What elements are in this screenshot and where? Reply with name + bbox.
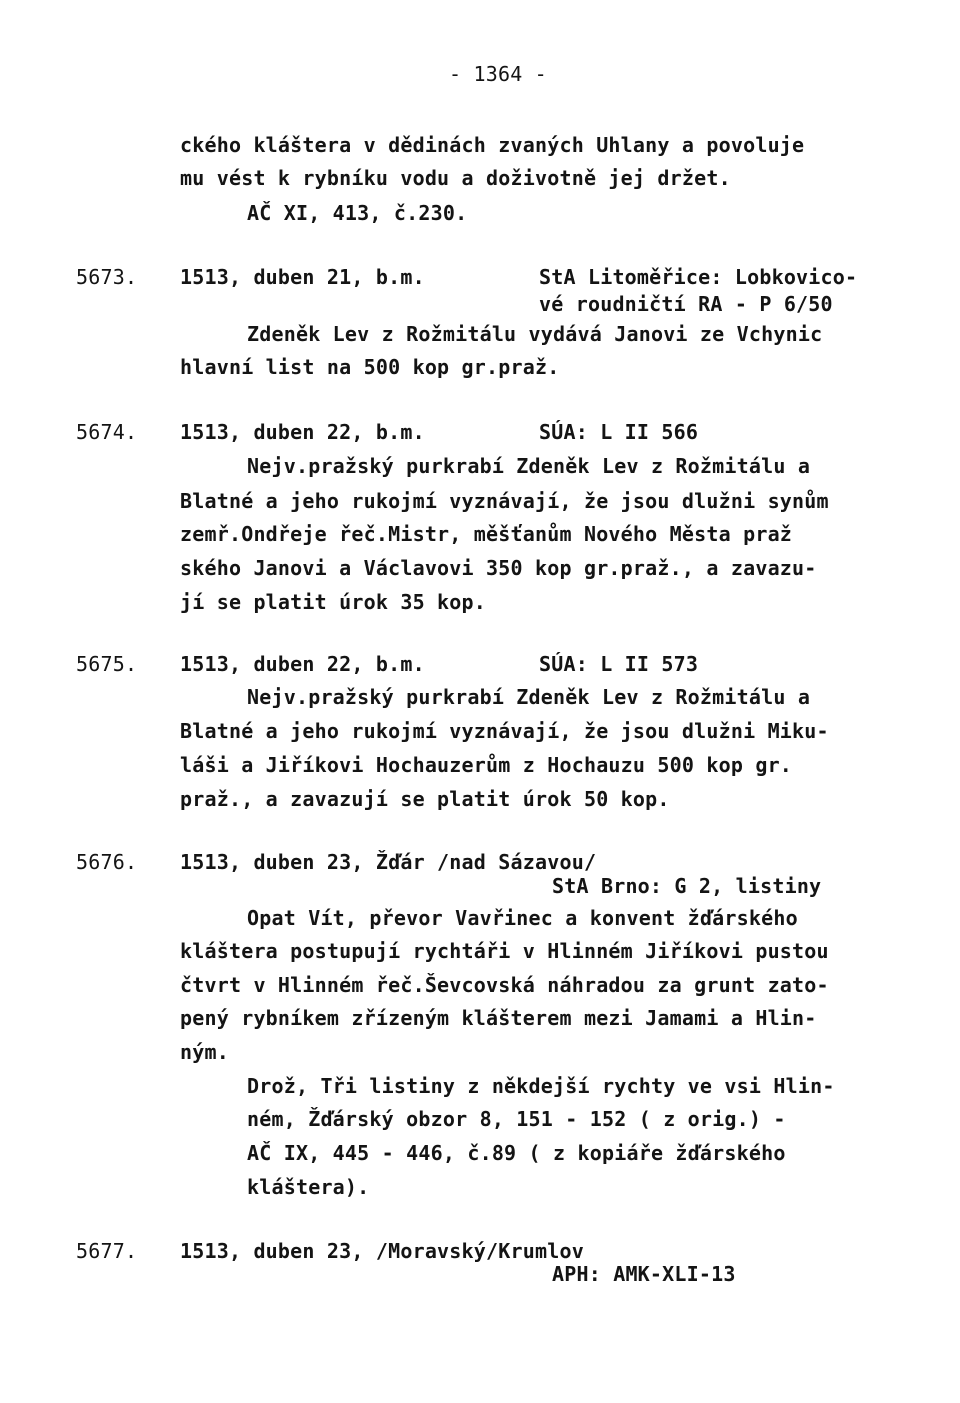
- archive-reference: StA Brno: G 2, listiny: [552, 874, 822, 898]
- entry-text-line: praž., a zavazují se platit úrok 50 kop.: [180, 787, 670, 811]
- entry-date: 1513, duben 22, b.m.: [180, 420, 425, 444]
- intro-text-line: mu vést k rybníku vodu a doživotně jej držet.: [180, 166, 731, 190]
- entry-date: 1513, duben 23, /Moravský/Krumlov: [180, 1239, 584, 1263]
- entry-text-line: Blatné a jeho rukojmí vyznávají, že jsou dlužni synům: [180, 489, 829, 513]
- entry-text-line: ným.: [180, 1040, 229, 1064]
- page-number: - 1364 -: [449, 62, 547, 86]
- entry-text-line: ského Janovi a Václavovi 350 kop gr.praž., a zavazu-: [180, 556, 817, 580]
- entry-text-line: Opat Vít, převor Vavřinec a konvent žďárského: [247, 906, 798, 930]
- entry-citation-line: AČ IX, 445 - 446, č.89 ( z kopiáře žďárského: [247, 1141, 786, 1165]
- entry-date: 1513, duben 23, Žďár /nad Sázavou/: [180, 850, 597, 874]
- entry-number: 5677.: [76, 1239, 138, 1263]
- entry-citation-line: kláštera).: [247, 1175, 370, 1199]
- entry-number: 5675.: [76, 652, 138, 676]
- archive-reference: APH: AMK-XLI-13: [552, 1262, 736, 1286]
- entry-text-line: jí se platit úrok 35 kop.: [180, 590, 487, 614]
- entry-text-line: zemř.Ondřeje řeč.Mistr, měšťanům Nového Města praž: [180, 522, 793, 546]
- entry-number: 5674.: [76, 420, 138, 444]
- entry-citation-line: ném, Žďárský obzor 8, 151 - 152 ( z orig.) -: [247, 1107, 786, 1131]
- entry-number: 5676.: [76, 850, 138, 874]
- entry-text-line: láši a Jiříkovi Hochauzerům z Hochauzu 500 kop gr.: [180, 753, 793, 777]
- archive-reference: SÚA: L II 566: [539, 420, 699, 444]
- entry-citation-line: Drož, Tři listiny z někdejší rychty ve vsi Hlin-: [247, 1074, 835, 1098]
- entry-text-line: hlavní list na 500 kop gr.praž.: [180, 355, 560, 379]
- entry-text-line: Blatné a jeho rukojmí vyznávají, že jsou dlužni Miku-: [180, 719, 829, 743]
- entry-number: 5673.: [76, 265, 138, 289]
- entry-text-line: Zdeněk Lev z Rožmitálu vydává Janovi ze Vchynic: [247, 322, 823, 346]
- entry-text-line: Nejv.pražský purkrabí Zdeněk Lev z Rožmitálu a: [247, 454, 811, 478]
- intro-text-line: ckého kláštera v dědinách zvaných Uhlany a povoluje: [180, 133, 805, 157]
- archive-reference: vé roudničtí RA - P 6/50: [539, 292, 833, 316]
- entry-text-line: pený rybníkem zřízeným klášterem mezi Jamami a Hlin-: [180, 1006, 817, 1030]
- entry-text-line: kláštera postupují rychtáři v Hlinném Jiříkovi pustou: [180, 939, 829, 963]
- entry-text-line: čtvrt v Hlinném řeč.Ševcovská náhradou za grunt zato-: [180, 973, 829, 997]
- entry-date: 1513, duben 21, b.m.: [180, 265, 425, 289]
- archive-reference: SÚA: L II 573: [539, 652, 699, 676]
- entry-text-line: Nejv.pražský purkrabí Zdeněk Lev z Rožmitálu a: [247, 685, 811, 709]
- archive-reference: StA Litoměřice: Lobkovico-: [539, 265, 858, 289]
- entry-date: 1513, duben 22, b.m.: [180, 652, 425, 676]
- intro-citation: AČ XI, 413, č.230.: [247, 201, 468, 225]
